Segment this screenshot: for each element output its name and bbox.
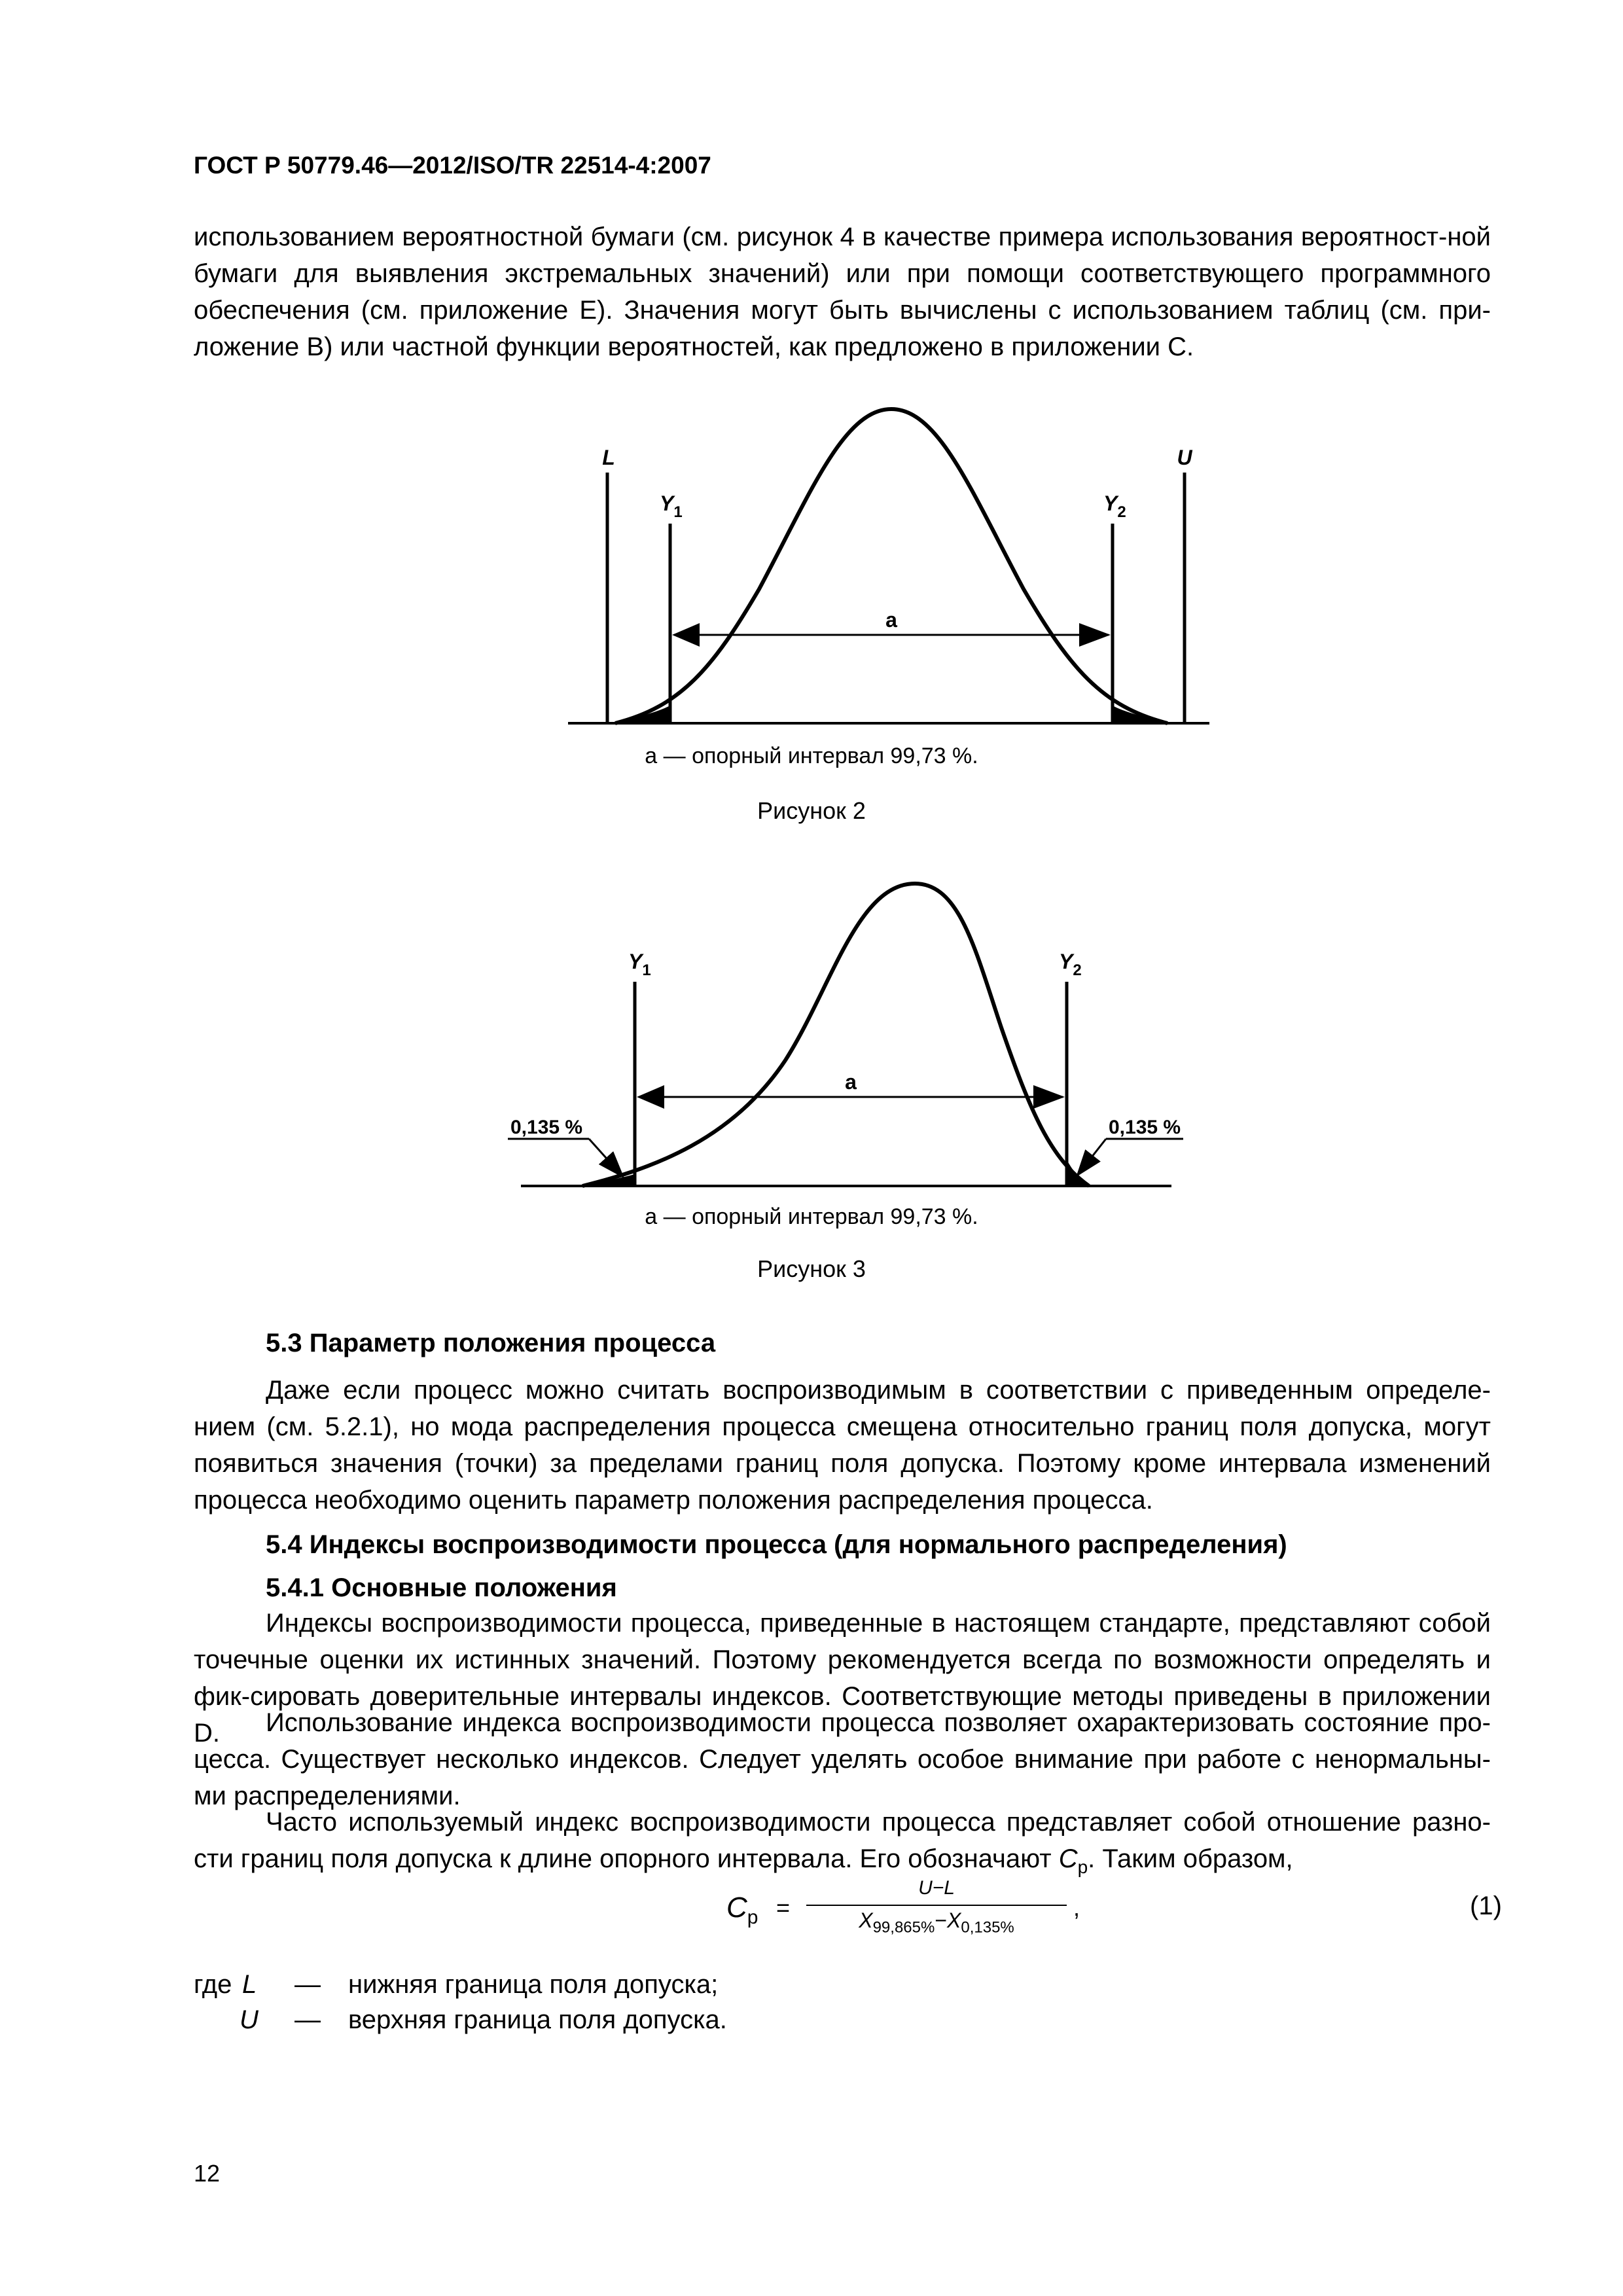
fig3-note: a — опорный интервал 99,73 %. (645, 1204, 978, 1229)
section-5-3-text: Даже если процесс можно считать воспроизводимым в соответствии с приведенным определе-нием (см. 5.2.1), но мода распределения процесса смещена относительно границ поля допуска, могут появиться значения (точки) за пределами границ поля допуска. Поэтому кроме интервала изменений процесса необходимо оценить параметр положения распределения процесса. (194, 1376, 1491, 1515)
fig3-right-pointer (1077, 1139, 1106, 1175)
fig2-label-Y1: $Y_1$ (660, 492, 683, 521)
page-number: 12 (194, 2160, 221, 2187)
fig2-label-a: a (885, 608, 897, 632)
fig3-label-Y2: $Y_2$ (1059, 950, 1082, 979)
fig2-label-U: U (1177, 446, 1192, 469)
fig3-label-a: a (845, 1070, 857, 1094)
fig2-distribution-curve (615, 409, 1168, 723)
formula-denominator: $X_{99,865\%}-X_{0,135\%}$ (859, 1909, 1014, 1937)
formula-number: (1) (1470, 1892, 1502, 1920)
fig2-label-L: L (602, 446, 615, 469)
intro-paragraph: использованием вероятностной бумаги (см. рисунок 4 в качестве примера использования вероятност-ной бумаги для выявления экстремальных значений) или при помощи соответствующего программного обеспечения (см. приложение E). Значения могут быть вычислены с использованием таблиц (см. при-ложение B) или частной функции вероятностей, как предложено в приложении С. (194, 223, 1491, 361)
formula-equals: = (776, 1894, 791, 1921)
formula-trailing-comma: , (1073, 1894, 1080, 1921)
fig2-caption: Рисунок 2 (757, 797, 866, 824)
section-5-4-1-p1: Индексы воспроизводимости процесса, приведенные в настоящем стандарте, представляют собой точечные оценки их истинных значений. Поэтому рекомендуется всегда по возможности определять и фик-сировать доверительные интервалы индексов. Соответствующие методы приведены в приложении D. (194, 1609, 1491, 1748)
legend-row-U: U — верхняя граница поля допуска. (240, 2005, 727, 2034)
fig3-label-Y1: $Y_1$ (628, 950, 651, 979)
fig3-caption: Рисунок 3 (757, 1255, 866, 1282)
section-5-4-1-heading: 5.4.1 Основные положения (266, 1573, 617, 1602)
fig2-note: a — опорный интервал 99,73 %. (645, 744, 978, 768)
formula-1 (726, 1877, 1512, 1949)
fig2-label-Y2: $Y_2$ (1103, 492, 1126, 521)
document-header: ГОСТ Р 50779.46—2012/ISO/TR 22514-4:2007 (194, 152, 711, 179)
section-5-4-heading: 5.4 Индексы воспроизводимости процесса (для нормального распределения) (266, 1530, 1287, 1559)
section-5-3-heading: 5.3 Параметр положения процесса (266, 1329, 716, 1357)
legend-row-L: где L — нижняя граница поля допуска; (194, 1970, 719, 1999)
fig3-label-left-pct: 0,135 % (510, 1117, 583, 1138)
fig3-label-right-pct: 0,135 % (1109, 1117, 1181, 1138)
formula-fraction (802, 1877, 1071, 1937)
fig3-distribution-curve (582, 884, 1089, 1186)
figure-3 (0, 864, 1623, 1204)
fig3-left-pointer (589, 1139, 623, 1177)
formula-numerator: U−L (918, 1877, 955, 1899)
section-5-4-1-p2: Использование индекса воспроизводимости процесса позволяет охарактеризовать состояние про-цесса. Существует несколько индексов. Следует уделять особое внимание при работе с ненормальны-ми распределениями. (194, 1708, 1491, 1810)
formula-lhs: $C_p$ (726, 1892, 758, 1928)
section-5-4-1-p3: Часто используемый индекс воспроизводимости процесса представляет собой отношение разно-сти границ поля допуска к длине опорного интервала. Его обозначают $C_p$. Таким образом, (194, 1808, 1491, 1877)
figure-2 (0, 393, 1623, 746)
